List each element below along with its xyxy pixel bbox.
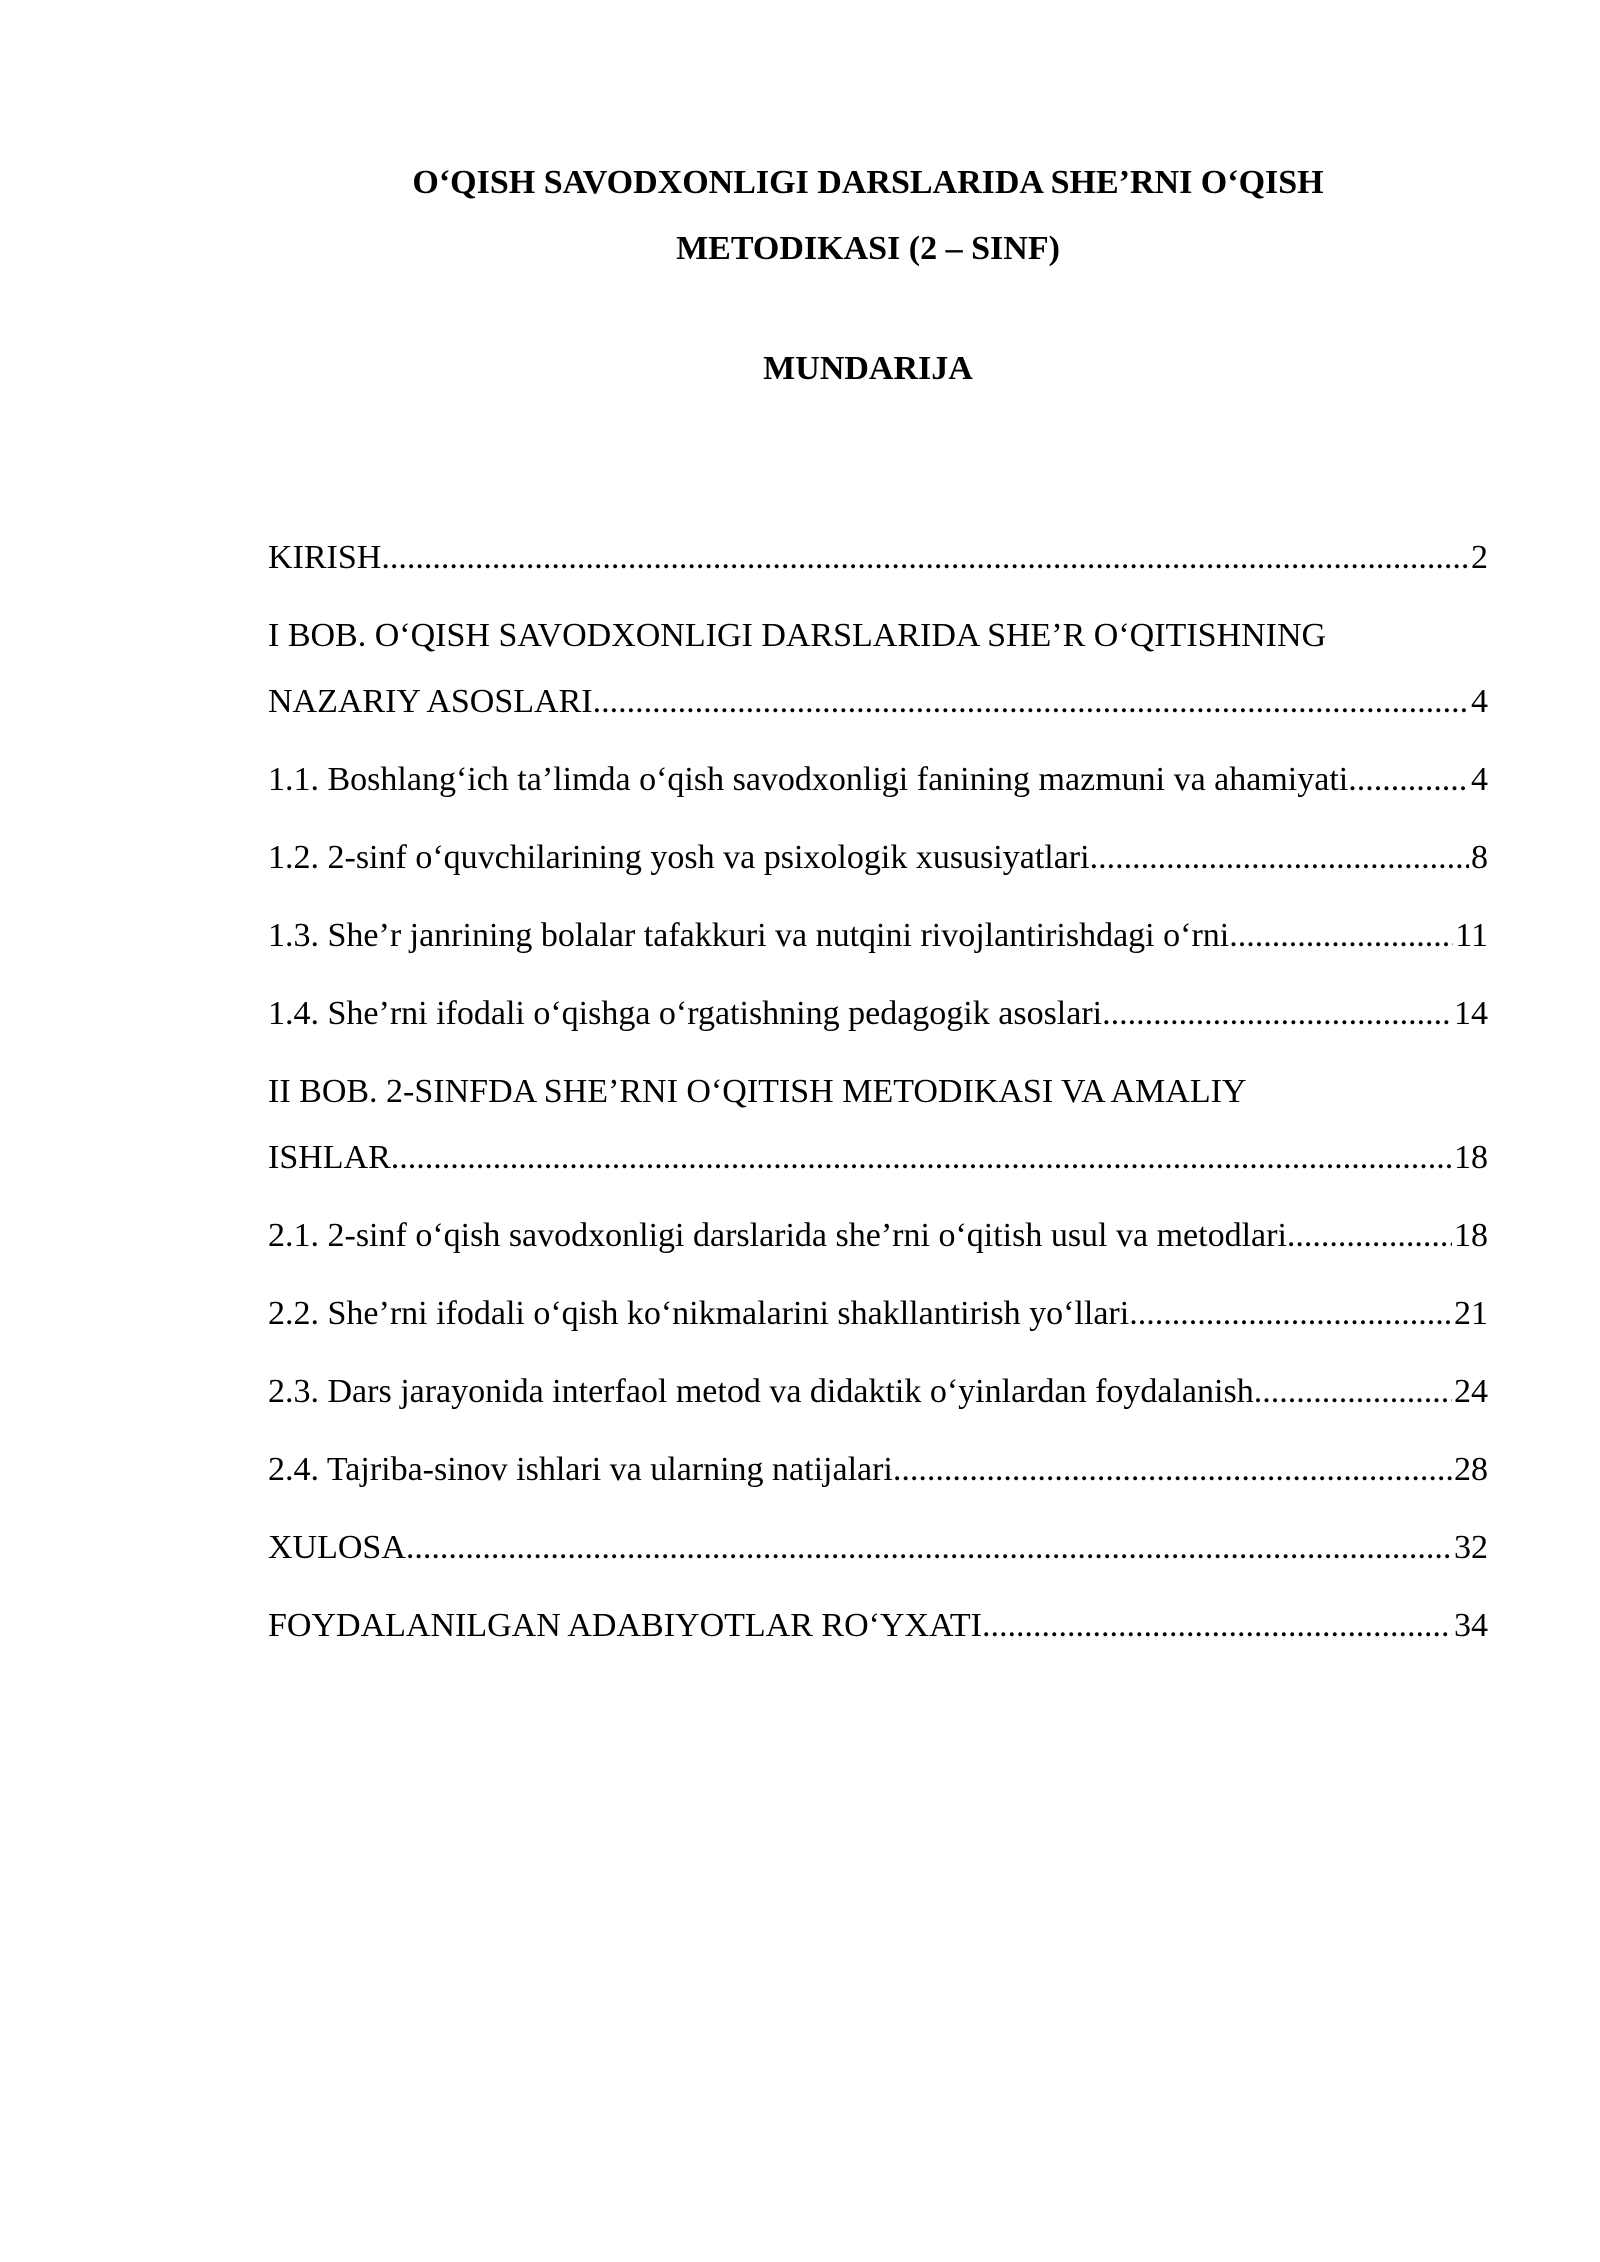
toc-entry-chapter-1	[268, 603, 1488, 735]
toc-entry-line	[268, 669, 1488, 735]
toc-entry-text: 1.4. She’rni ifodali o‘qishga o‘rgatishning pedagogik asoslari	[268, 995, 1103, 1032]
document-title	[268, 150, 1468, 282]
toc-entry-2-1	[268, 1203, 1488, 1269]
toc-entry-text: 1.1. Boshlang‘ich ta’limda o‘qish savodxonligi fanining mazmuni va ahamiyati	[268, 761, 1349, 798]
toc-entry-text: 2.1. 2-sinf o‘qish savodxonligi darslarida she’rni o‘qitish usul va metodlari	[268, 1217, 1287, 1254]
toc-page-number: 4	[1471, 761, 1488, 798]
toc-entry-line	[268, 825, 1488, 891]
toc-page-number: 4	[1471, 683, 1488, 720]
toc-chapter-heading: II BOB. 2-SINFDA SHE’RNI O‘QITISH METODIKASI VA AMALIY	[268, 1073, 1247, 1110]
toc-page-number: 21	[1454, 1295, 1488, 1332]
dot-leader	[593, 669, 1469, 735]
dot-leader	[1102, 981, 1452, 1047]
dot-leader	[1348, 747, 1469, 813]
table-of-contents	[268, 525, 1488, 1671]
document-title-line-1: O‘QISH SAVODXONLIGI DARSLARIDA SHE’RNI O‘QISH	[412, 164, 1324, 201]
dot-leader	[893, 1437, 1452, 1503]
toc-entry-line	[268, 525, 1488, 591]
dot-leader	[391, 1125, 1452, 1191]
toc-entry-text: 2.4. Tajriba-sinov ishlari va ularning natijalari	[268, 1451, 893, 1488]
dot-leader	[406, 1515, 1452, 1581]
toc-entry-text: XULOSA	[268, 1529, 406, 1566]
toc-entry-line	[268, 1515, 1488, 1581]
toc-entry-line	[268, 747, 1488, 813]
dot-leader	[1229, 903, 1453, 969]
toc-entry-1-4	[268, 981, 1488, 1047]
toc-entry-2-2	[268, 1281, 1488, 1347]
document-title-line-2: METODIKASI (2 – SINF)	[676, 230, 1060, 267]
toc-entry-2-4	[268, 1437, 1488, 1503]
toc-entry-line	[268, 1125, 1488, 1191]
toc-entry-line	[268, 1281, 1488, 1347]
toc-entry-line	[268, 1203, 1488, 1269]
toc-entry-1-1	[268, 747, 1488, 813]
toc-page-number: 32	[1454, 1529, 1488, 1566]
toc-entry-2-3	[268, 1359, 1488, 1425]
toc-page-number: 8	[1471, 839, 1488, 876]
toc-entry-text: KIRISH	[268, 539, 382, 576]
toc-entry-line	[268, 981, 1488, 1047]
toc-entry-text: NAZARIY ASOSLARI	[268, 683, 593, 720]
toc-entry-line	[268, 903, 1488, 969]
toc-page-number: 34	[1454, 1607, 1488, 1644]
dot-leader	[1287, 1203, 1452, 1269]
toc-page-number: 11	[1455, 917, 1488, 954]
toc-entry-chapter-2	[268, 1059, 1488, 1191]
dot-leader	[982, 1593, 1452, 1659]
toc-entry-text: 2.3. Dars jarayonida interfaol metod va didaktik o‘yinlardan foydalanish	[268, 1373, 1254, 1410]
dot-leader	[1090, 825, 1469, 891]
toc-entry-1-3	[268, 903, 1488, 969]
toc-entry-text: 1.3. She’r janrining bolalar tafakkuri va nutqini rivojlantirishdagi o‘rni	[268, 917, 1230, 954]
toc-entry-line	[268, 1437, 1488, 1503]
toc-entry-1-2	[268, 825, 1488, 891]
dot-leader	[1129, 1281, 1452, 1347]
toc-entry-line	[268, 1593, 1488, 1659]
dot-leader	[1254, 1359, 1452, 1425]
toc-page-number: 24	[1454, 1373, 1488, 1410]
toc-entry-text: 2.2. She’rni ifodali o‘qish ko‘nikmalarini shakllantirish yo‘llari	[268, 1295, 1130, 1332]
toc-entry-text: FOYDALANILGAN ADABIYOTLAR RO‘YXATI	[268, 1607, 982, 1644]
dot-leader	[381, 525, 1469, 591]
toc-page-number: 14	[1454, 995, 1488, 1032]
toc-entry-references	[268, 1593, 1488, 1659]
toc-page-number: 28	[1454, 1451, 1488, 1488]
toc-entry-line	[268, 1359, 1488, 1425]
toc-entry-text: ISHLAR	[268, 1139, 391, 1176]
toc-entry-kirish	[268, 525, 1488, 591]
toc-entry-xulosa	[268, 1515, 1488, 1581]
toc-heading: MUNDARIJA	[763, 350, 973, 387]
toc-entry-text: 1.2. 2-sinf o‘quvchilarining yosh va psixologik xususiyatlari	[268, 839, 1090, 876]
toc-page-number: 2	[1471, 539, 1488, 576]
toc-chapter-heading: I BOB. O‘QISH SAVODXONLIGI DARSLARIDA SHE’R O‘QITISHNING	[268, 617, 1327, 654]
toc-page-number: 18	[1454, 1217, 1488, 1254]
toc-page-number: 18	[1454, 1139, 1488, 1176]
